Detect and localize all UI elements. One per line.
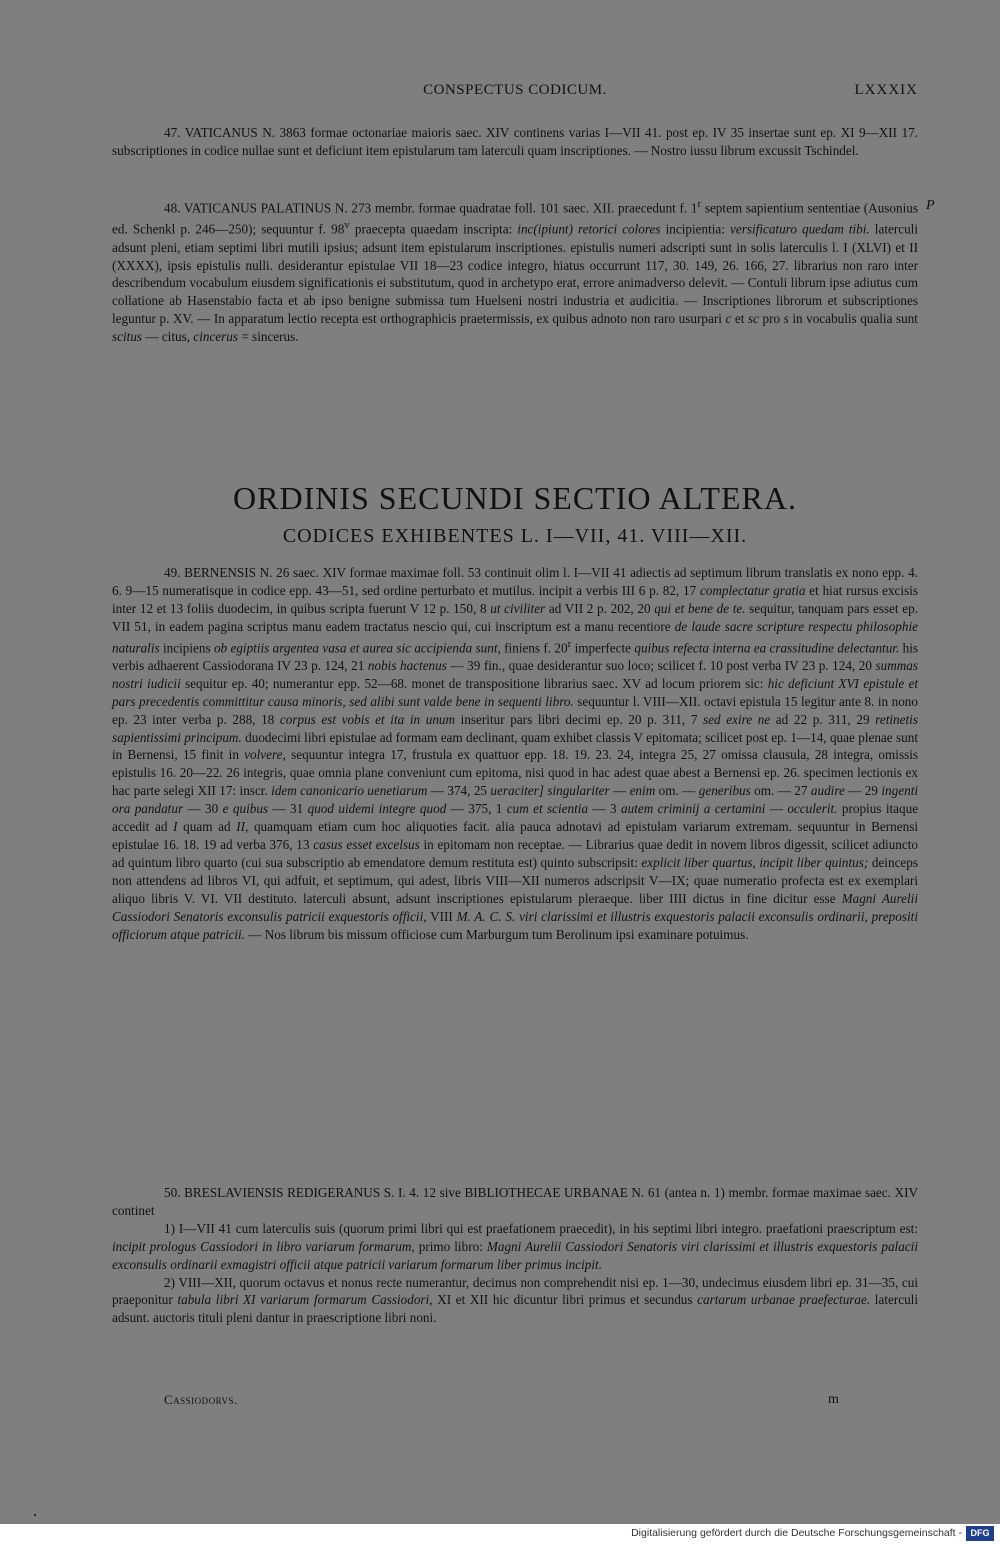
entry-50-text: XI et XII hic dicuntur libri primus et secundus <box>432 1292 698 1308</box>
entry-49-italic: M. A. C. S. viri clarissimi et illustris exquestoris palacii exconsulis ordinarii, prepositi officiorum atque patricii. <box>112 908 918 942</box>
entry-49-text: inseritur pars libri decimi ep. 20 p. 311, 7 <box>455 711 704 727</box>
entry-49-text: ad VII 2 p. 202, 20 <box>545 600 655 616</box>
entry-49-italic: idem canonicario uenetiarum <box>271 783 428 799</box>
entry-49-italic: autem criminij a certamini <box>621 801 766 817</box>
superscript: r <box>697 198 702 210</box>
entry-50-italic: incipit prologus Cassiodori in libro variarum formarum, <box>112 1238 415 1254</box>
entry-49-italic: volvere, <box>244 747 286 763</box>
entry-49-italic: ut civiliter <box>490 600 546 616</box>
entry-49-text: sequuntur integra 17, frustula ex quattuor epp. 18. 19. 23. 24, integra 25, 27 omissa clausula, 28 integra, omissis epistulis 16. 20—22. 26 integris, quae omnia plane conveniunt cum epitoma, nisi quod in hac adest quae abest a Bernensi ep. 26. specimen lectionis ex hac parte selegi XII 17: inscr. <box>112 747 919 799</box>
entry-49-italic: retinetis sapientissimi principum. <box>112 711 918 745</box>
entry-49-italic: ingenti ora pandatur <box>112 783 919 817</box>
entry-48-italic: c <box>725 311 732 327</box>
entry-49-italic: corpus est vobis et ita in unum <box>279 711 456 727</box>
entry-49-italic: generibus <box>698 783 751 799</box>
speck <box>34 1514 36 1516</box>
entry-49-text: — 31 <box>268 801 308 817</box>
entry-49-italic: occulerit. <box>787 801 838 817</box>
entry-50 <box>112 1184 918 1327</box>
gathering-mark: m <box>828 1392 839 1407</box>
entry-50-italic: Magni Aurelii Cassiodori Senatoris viri clarissimi et illustris exquestoris palacii exconsulis ordinarii exmagistri officii atque patricii variarum formarum liber primus incipit. <box>112 1238 918 1272</box>
entry-49-italic: Magni Aurelii Cassiodori Senatoris exconsulis patricii exquestoris officii, <box>112 890 918 924</box>
entry-48-italic: inc(ipiunt) retorici colores <box>517 221 661 237</box>
entry-49 <box>112 564 918 943</box>
entry-47-text: 47. VATICANUS N. 3863 formae octonariae maioris saec. XIV continens varias I—VII 41. post ep. IV 35 insertae sunt ep. XI 9—XII 17. subscriptiones in codice nullae sunt et deficiunt item epistularum tam laterculi quam inscriptiones. — Nostro iussu librum excussit Tschindel. <box>112 125 918 158</box>
entry-48-text: 48. VATICANUS PALATINUS N. 273 membr. formae quadratae foll. 101 saec. XII. praecedunt f. 1 <box>164 200 698 216</box>
entry-49-italic: e quibus <box>222 801 269 817</box>
entry-49-italic: sed exire ne <box>703 711 771 727</box>
entry-49-text: his verbis adhaerent Cassiodorana IV 23 p. 124, 21 <box>112 640 918 673</box>
entry-49-text: incipiens <box>159 640 214 656</box>
entry-50-heading: 50. BRESLAVIENSIS REDIGERANUS S. I. 4. 12 sive BIBLIOTHECAE URBANAE N. 61 (antea n. 1) membr. formae maximae saec. XIV continet <box>112 1185 918 1218</box>
running-title: CONSPECTUS CODICUM. <box>423 82 607 98</box>
entry-50-text: 2) VIII—XII, quorum octavus et nonus recte numerantur, decimus non comprehendit nisi ep. 1—30, undecimus eiusdem libri ep. 31—35, cui praeponitur <box>112 1274 918 1308</box>
entry-48-text: septem sapientium sententiae (Ausonius ed. Schenkl p. 246—250); sequuntur f. 98 <box>112 200 919 237</box>
entry-49-text: quam ad <box>177 819 237 835</box>
entry-49-text: deinceps non attendens ad libros VI, qui adfuit, et septimum, qui adest, libris VIII—XII numeros adscripsit V—IX; quae numeratio profecta est ex exemplari aliquo libris V. VI. VII destituto. laterculi absunt, adsunt inscriptiones epistularum pleraeque. liber IIII dictus in fine dicitur esse <box>112 854 918 906</box>
entry-48-italic: s <box>783 311 789 327</box>
entry-49-italic: enim <box>629 783 656 799</box>
entry-48-text: in vocabulis qualia sunt <box>788 311 918 327</box>
entry-50-italic: tabula libri XI variarum formarum Cassiodori, <box>177 1292 433 1308</box>
running-header <box>112 78 918 104</box>
entry-49-italic: summas nostri iudicii <box>112 657 918 691</box>
entry-48-text: et <box>731 311 748 327</box>
entry-49-italic: de laude sacre scripture respectu philosophie naturalis <box>112 618 918 656</box>
entry-49-italic: quod uidemi integre quod <box>307 801 447 817</box>
entry-49-text: et hiat rursus excisis inter 12 et 13 foliis duodecim, in quibus scripta fuerunt V 12 p. 150, 8 <box>112 582 918 616</box>
entry-49-text: om. — <box>655 783 699 799</box>
superscript: v <box>344 219 350 232</box>
entry-50-italic: cartarum urbanae praefecturae. <box>697 1292 871 1308</box>
entry-49-italic: qui et bene de te. <box>654 600 746 616</box>
entry-49-text: sequitur, tanquam pars esset ep. VII 51, in eadem pagina scriptus manu eadem tractatus nescio qui, cui inscriptum est a manu recentiore <box>112 600 919 634</box>
page-number: LXXXIX <box>854 82 918 98</box>
entry-49-italic: singulariter <box>547 783 610 799</box>
entry-49-text: — 3 <box>588 801 622 817</box>
entry-49-text: ad 22 p. 311, 29 <box>770 711 876 727</box>
entry-49-italic: audire <box>810 783 845 799</box>
entry-49-text: — 30 <box>183 801 223 817</box>
entry-48-text: praecepta quaedam inscripta: <box>349 221 518 237</box>
entry-49-text: VIII <box>426 908 457 924</box>
credit-bar <box>0 1524 1000 1544</box>
entry-49-text: 49. BERNENSIS N. 26 saec. XIV formae maximae foll. 53 continuit olim l. I—VII 41 adiectis ad septimum librum translatis ex nono epp. 4. 6. 9—15 numeratisque in codice epp. 43—51, sed ordine perturbato et mutilus. incipit a verbis III 6 p. 82, 17 <box>112 565 918 598</box>
entry-49-italic: cum et scientia <box>506 801 589 817</box>
section-title: ORDINIS SECUNDI SECTIO ALTERA. <box>233 480 797 516</box>
entry-49-italic: hic deficiunt XVI epistule et pars precedentis committitur causa minoris, sed alibi sunt valde bene in sequenti libro. <box>112 675 918 709</box>
entry-49-text: quamquam etiam cum hoc aliquoties facit. alia pauca adnotavi ad epistulam variarum extremam. sequuntur in Bernensi epistulae 16. 18. 19 ad verba 376, 13 <box>112 819 918 852</box>
entry-49-text: duodecimi libri epistulae ad formam eam declinant, quam exhibet classis V epitomata; scilicet post ep. 1—14, quae plenae sunt in Bernensi, 15 finit in <box>112 729 918 763</box>
section-subtitle: CODICES EXHIBENTES L. I—VII, 41. VIII—XII. <box>282 525 748 547</box>
entry-49-text: — <box>609 783 630 799</box>
entry-49-text: — Nos librum bis missum officiose cum Marburgum tum Berolinum ipsi examinare potuimus. <box>244 926 749 942</box>
entry-48 <box>112 196 918 346</box>
entry-49-text: — 375, 1 <box>446 801 507 817</box>
entry-49-text: sequuntur l. VIII—XII. octavi epistula 15 legitur ante 8. in nono ep. 23 inter verba p. 288, 18 <box>112 693 918 727</box>
entry-49-text: finiens f. 20 <box>500 640 568 656</box>
entry-49-text: — <box>765 801 788 817</box>
superscript: r <box>567 637 572 650</box>
entry-48-text: laterculi adsunt pleni, etiam septimi libri mutili ipsius; adsunt item epistularum inscriptiones. epistulis numeri adscripti sunt in solis laterculis l. I (XLVI) et II (XXXX), ipsis epistulis nulli. desiderantur epistulae VII 18—23 codice integro, hiatus occurrunt 117, 30. 149, 26. 166, 27. librarius non raro inter describendum vocabulum eiusdem significationis ei substitutum, quod in archetypo erat, errore animadverso delevit. — Contuli librum ipse adiutus cum collatione ab Hasenstabio facta et ab ipso benigne submissa tum Huelseni nostri industria et audicitia. — Inscriptiones librorum et subscriptiones leguntur p. XV. — In apparatum lectio recepta est orthographicis praetermissis, ex quibus adnoto non raro usurpari <box>112 221 918 327</box>
entry-49-text: — 374, 25 <box>427 783 491 799</box>
entry-47 <box>112 124 918 160</box>
entry-48-text: — citus, <box>142 329 194 345</box>
margin-note: P <box>926 198 935 213</box>
entry-48-text: incipientia: <box>660 221 731 237</box>
entry-49-italic: II, <box>236 819 249 835</box>
entry-50-text: primo libro: <box>414 1238 487 1254</box>
entry-50-text: 1) I—VII 41 cum laterculis suis (quorum primi libri qui est praefationem praecedit), in his septimi libri integro. praefationi praescriptum est: <box>164 1220 918 1236</box>
entry-49-text: om. — 27 <box>750 783 811 799</box>
entry-49-italic: explicit liber quartus, incipit liber quintus; <box>641 854 869 870</box>
entry-49-text: propius itaque accedit ad <box>112 801 919 835</box>
entry-50-text: laterculi adsunt. auctoris tituli pleni dantur in praescriptione libri noni. <box>112 1292 919 1326</box>
entry-48-italic: cincerus <box>193 329 239 345</box>
entry-49-text: in epitomam non receptae. — Librarius quae dedit in novem libros digessit, scilicet adiuncto ad quintum libro quarto (cui sua subscriptio ab emendatore demum restituta est) quinto subscripsit: <box>112 836 918 870</box>
entry-49-text: sequitur ep. 40; numerantur epp. 52—68. monet de transpositione librarius saec. XV ad locum priorem sic: <box>180 675 768 691</box>
entry-49-italic: quibus refecta interna ea crassitudine delectantur. <box>634 640 900 656</box>
entry-49-italic: complectatur gratia <box>699 582 806 598</box>
entry-48-italic: scitus <box>112 329 143 345</box>
entry-49-text: — 29 <box>844 783 882 799</box>
entry-49-italic: casus esset excelsus <box>313 836 420 852</box>
entry-49-text: imperfecte <box>571 640 635 656</box>
signature-mark: Cassiodorvs. <box>164 1392 238 1407</box>
entry-49-italic: ueraciter] <box>490 783 544 799</box>
entry-49-italic: I <box>173 819 178 835</box>
dfg-logo-icon: DFG <box>966 1526 994 1541</box>
entry-49-italic: ob egiptiis argentea vasa et aurea sic accipienda sunt, <box>213 640 501 656</box>
credit-text: Digitalisierung gefördert durch die Deutsche Forschungsgemeinschaft - <box>631 1527 962 1539</box>
entry-48-text: pro <box>758 311 784 327</box>
entry-49-italic: nobis hactenus <box>367 657 447 673</box>
entry-49-text: — 39 fin., quae desiderantur suo loco; scilicet f. 10 post verba IV 23 p. 124, 20 <box>446 657 876 673</box>
entry-48-italic: sc <box>747 311 759 327</box>
entry-48-italic: versificaturo quedam tibi. <box>730 221 870 237</box>
entry-48-text: = sincerus. <box>238 329 299 345</box>
